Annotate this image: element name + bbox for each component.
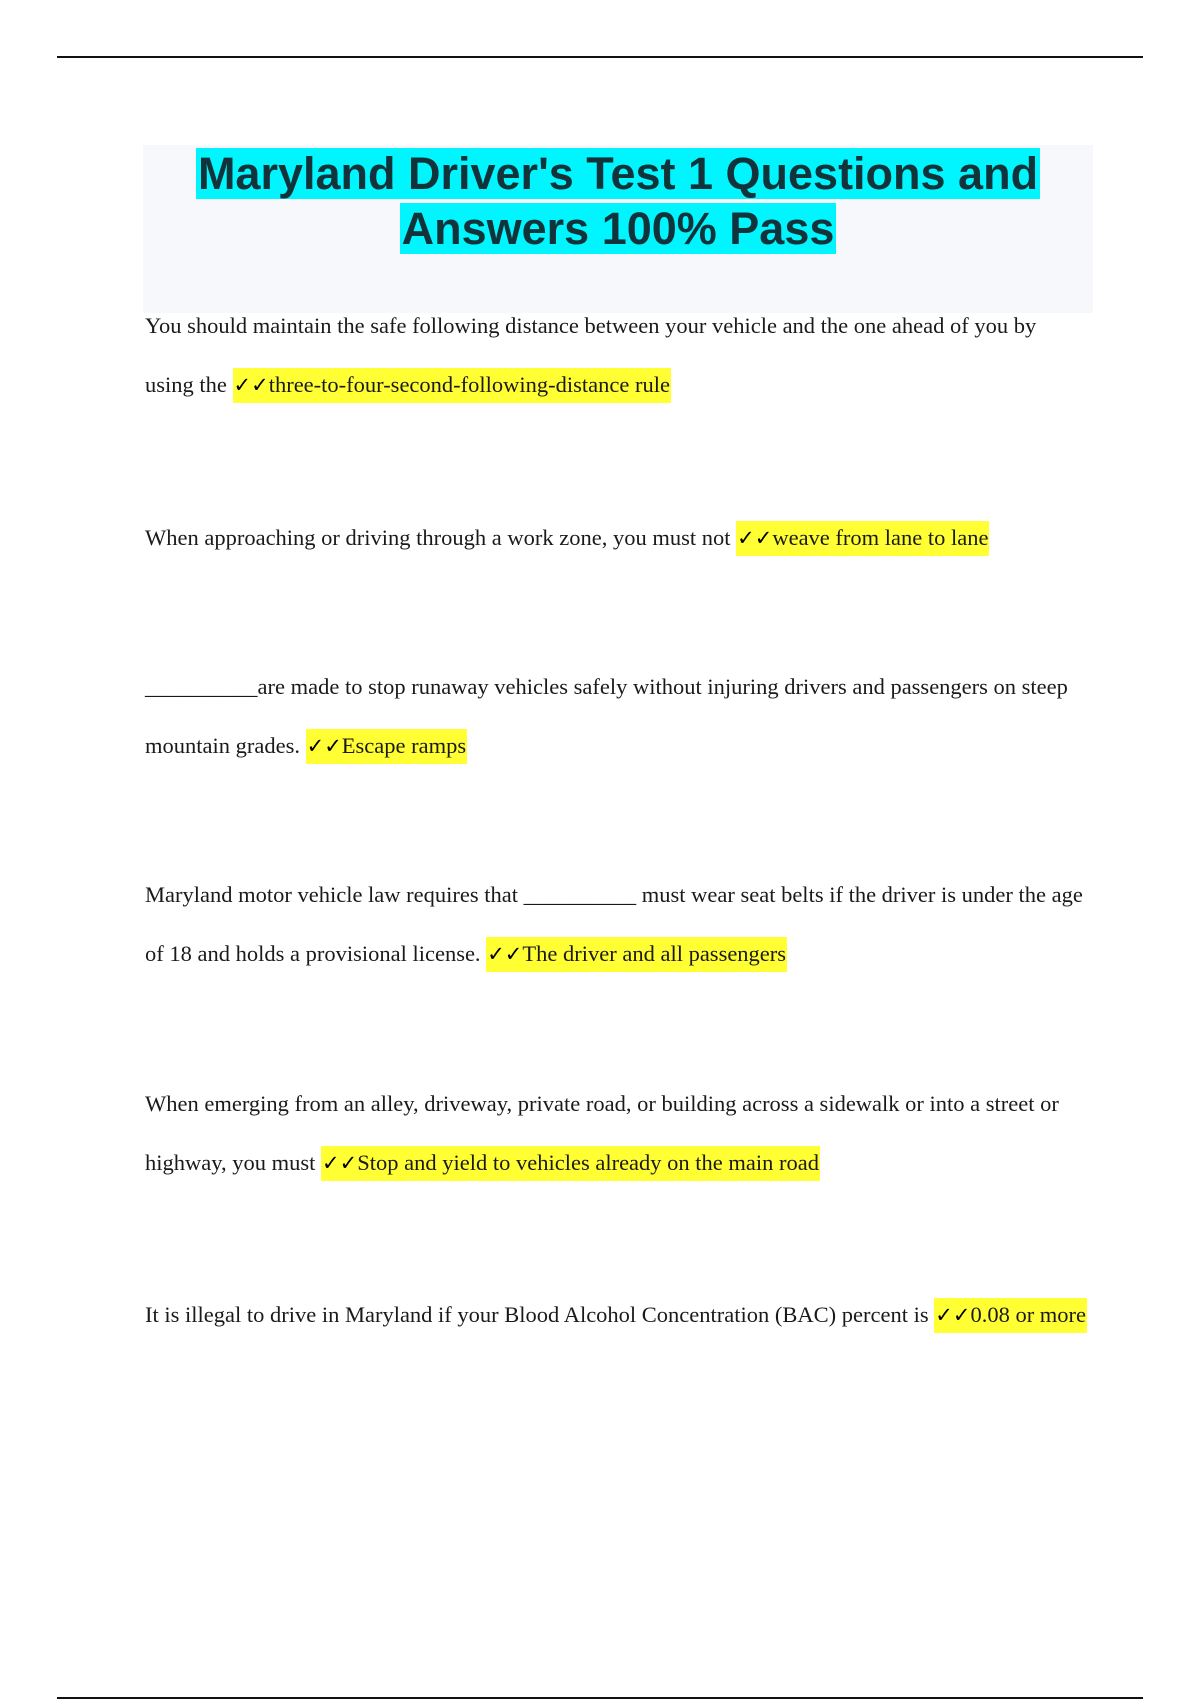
top-rule: [57, 56, 1143, 58]
qa-item-5: [145, 1074, 1090, 1193]
bottom-rule: [57, 1697, 1143, 1699]
page-title: [143, 146, 1093, 256]
answer-highlight: [321, 1146, 820, 1181]
answer-highlight: [233, 368, 671, 403]
question-text: __________are made to stop runaway vehicles safely without injuring drivers and passengers on steep mountain grades.: [145, 674, 1068, 758]
answer-text: Escape ramps: [341, 733, 467, 758]
question-text: You should maintain the safe following distance between your vehicle and the one ahead of you by using the: [145, 313, 1037, 397]
answer-text: three-to-four-second-following-distance rule: [268, 372, 670, 397]
qa-item-6: [145, 1285, 1090, 1345]
double-check-icon: ✓✓: [737, 526, 773, 550]
title-line-2: Answers 100% Pass: [401, 203, 835, 254]
qa-item-4: [145, 865, 1090, 984]
question-text: When approaching or driving through a work zone, you must not: [145, 525, 737, 550]
qa-item-2: [145, 508, 1090, 568]
answer-text: Stop and yield to vehicles already on the main road: [357, 1150, 819, 1175]
answer-text: 0.08 or more: [970, 1302, 1087, 1327]
answer-text: The driver and all passengers: [522, 941, 787, 966]
answer-highlight: [736, 521, 989, 556]
qa-item-3: [145, 657, 1090, 776]
answer-highlight: [306, 729, 468, 764]
qa-item-1: [145, 296, 1090, 415]
question-text: Maryland motor vehicle law requires that __________ must wear seat belts if the driver is under the age of 18 and holds a provisional license.: [145, 882, 1083, 966]
answer-highlight: [934, 1298, 1087, 1333]
answer-text: weave from lane to lane: [772, 525, 989, 550]
double-check-icon: ✓✓: [306, 734, 342, 758]
double-check-icon: ✓✓: [233, 373, 269, 397]
double-check-icon: ✓✓: [487, 942, 523, 966]
double-check-icon: ✓✓: [935, 1303, 971, 1327]
question-text: When emerging from an alley, driveway, private road, or building across a sidewalk or into a street or highway, you must: [145, 1091, 1059, 1175]
double-check-icon: ✓✓: [322, 1151, 358, 1175]
title-line-1: Maryland Driver's Test 1 Questions and: [197, 148, 1039, 199]
answer-highlight: [486, 937, 787, 972]
question-text: It is illegal to drive in Maryland if your Blood Alcohol Concentration (BAC) percent is: [145, 1302, 935, 1327]
